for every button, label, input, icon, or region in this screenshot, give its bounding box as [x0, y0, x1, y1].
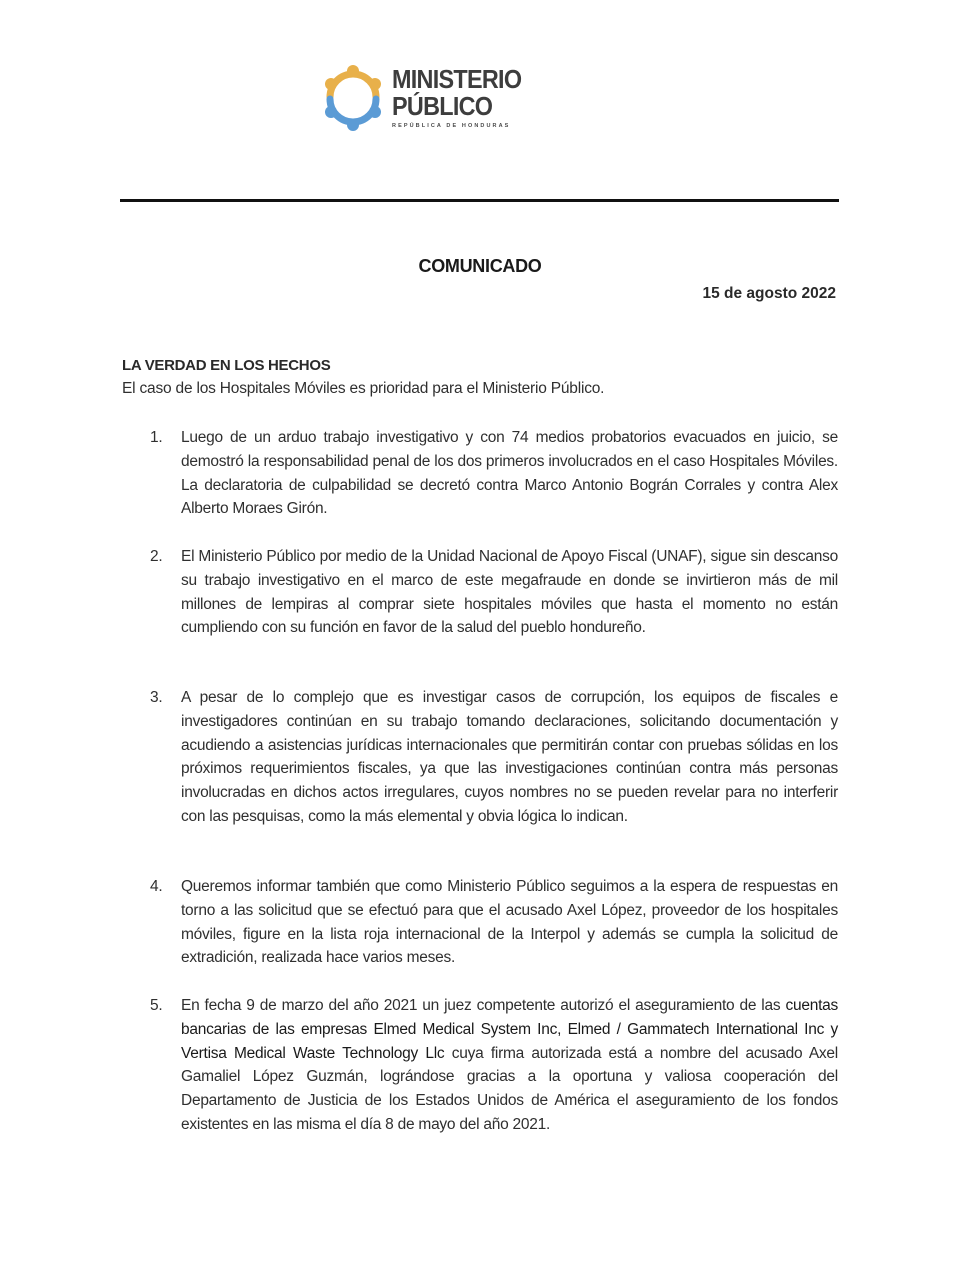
list-item-number: 1.	[150, 429, 163, 446]
document-date: 15 de agosto 2022	[702, 285, 836, 302]
list-item-text-end: cuya firma autorizada está a nombre del acusado Axel Gamaliel López Guzmán, lográndose gracias a la oportuna y valiosa cooperación del Departamento de Justicia de los Estados Unidos de América el aseguramiento de los fondos existentes en las misma el día 8 de mayo del año 2021.	[181, 1044, 838, 1133]
people-circle-logo-icon	[318, 63, 388, 133]
logo-wordmark	[392, 66, 536, 130]
logo-subtitle: REPÚBLICA DE HONDURAS	[392, 123, 511, 130]
list-item	[150, 686, 838, 829]
list-item-number: 4.	[150, 878, 163, 895]
list-item-number: 5.	[150, 997, 163, 1014]
list-item	[150, 875, 838, 970]
list-item-text: A pesar de lo complejo que es investigar casos de corrupción, los equipos de fiscales e investigadores continúan en su trabajo tomando declaraciones, solicitando documentación y acudiendo a asistencias jurídicas internacionales que permitirán contar con pruebas sólidas en los próximos requerimientos fiscales, ya que las investigaciones continúan contra más personas involucradas en dichos actos irregulares, cuyos nombres no se pueden revelar para no interferir con las pesquisas, como la más elemental y obvia lógica lo indican.	[181, 689, 838, 825]
ministerio-publico-logo	[318, 62, 536, 134]
list-item-text: El Ministerio Público por medio de la Unidad Nacional de Apoyo Fiscal (UNAF), sigue sin descanso su trabajo investigativo en el marco de este megafraude en donde se invirtieron más de mil millones de lempiras al comprar siete hospitales móviles que hasta el momento no están cumpliendo con su función en favor de la salud del pueblo hondureño.	[181, 548, 838, 637]
list-item-text	[181, 994, 838, 1137]
list-item	[150, 545, 838, 640]
list-item-number: 3.	[150, 689, 163, 706]
header-divider	[120, 199, 839, 202]
logo-line-publico: PÚBLICO	[392, 91, 493, 122]
list-item	[150, 994, 838, 1137]
logo-line-ministerio: MINISTERIO	[392, 64, 522, 95]
list-item-number: 2.	[150, 548, 163, 565]
list-item-text-start: En fecha 9 de marzo del año 2021 un juez competente autorizó el aseguramiento de las	[181, 997, 786, 1014]
company-names-highlight: cuentas bancarias de las empresas Elmed Medical System Inc, Elmed / Gammatech International Inc y Vertisa Medical Waste Technology Llc	[181, 997, 838, 1062]
document-title: COMUNICADO	[418, 256, 542, 276]
intro-paragraph: El caso de los Hospitales Móviles es prioridad para el Ministerio Público.	[122, 380, 605, 397]
list-item-text: Luego de un arduo trabajo investigativo y con 74 medios probatorios evacuados en juicio, se demostró la responsabilidad penal de los dos primeros involucrados en el caso Hospitales Móviles. La declaratoria de culpabilidad se decretó contra Marco Antonio Bográn Corrales y contra Alex Alberto Moraes Girón.	[181, 429, 838, 518]
list-item	[150, 426, 838, 521]
section-heading: LA VERDAD EN LOS HECHOS	[122, 357, 331, 374]
list-item-text: Queremos informar también que como Ministerio Público seguimos a la espera de respuestas en torno a las solicitud que se efectuó para que el acusado Axel López, proveedor de los hospitales móviles, figure en la lista roja internacional de la Interpol y además se cumpla la solicitud de extradición, realizada hace varios meses.	[181, 878, 838, 967]
